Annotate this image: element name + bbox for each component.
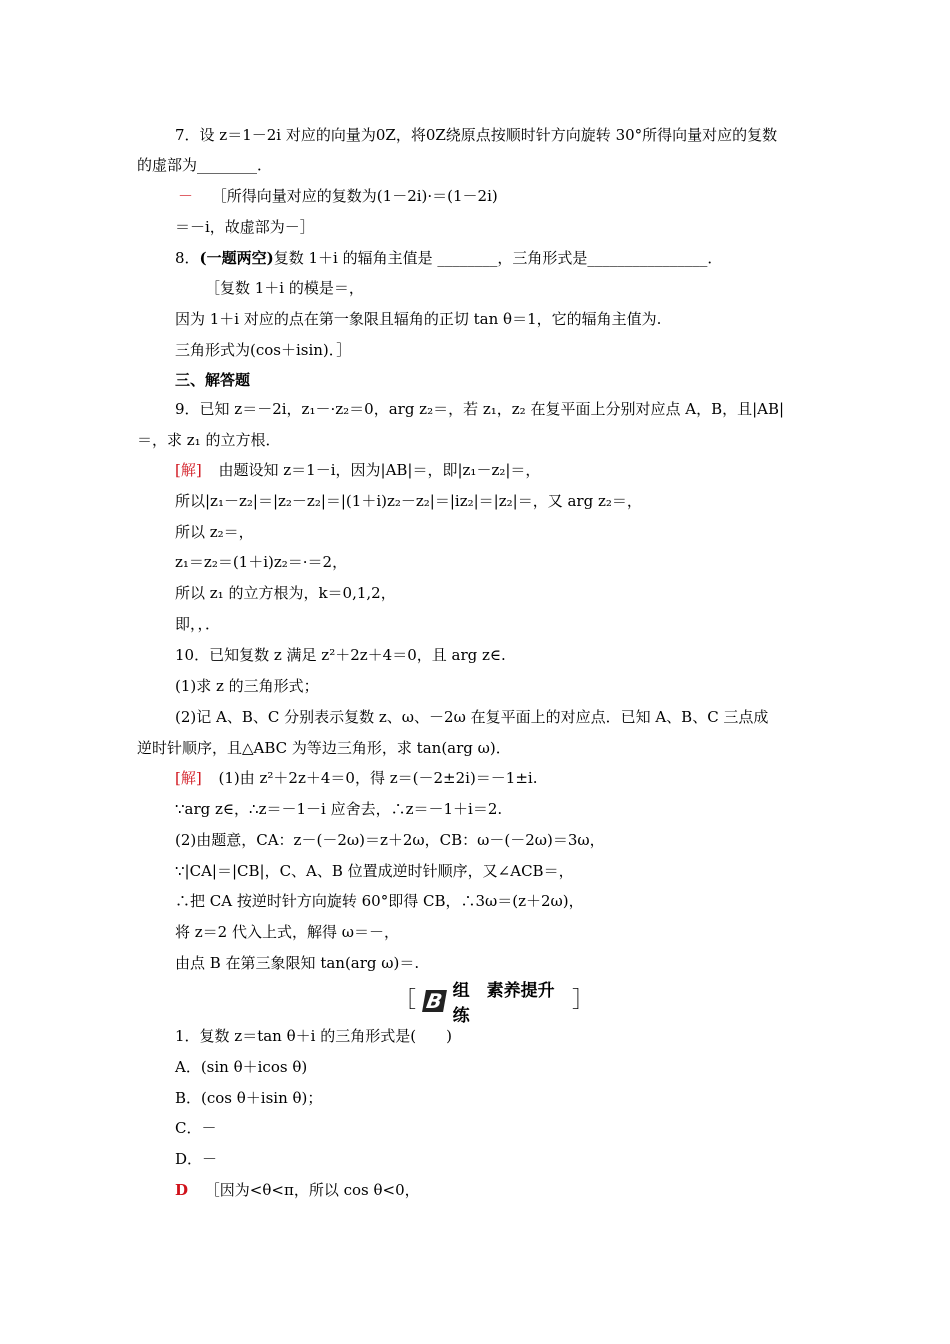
q8-answer-line-2: 因为 1＋i 对应的点在第一象限且辐角的正切 tan θ＝1，它的辐角主值为. xyxy=(175,310,662,328)
q10-solution-line-6: 将 z＝2 代入上式，解得 ω＝－， xyxy=(175,923,399,941)
q10-line-2: (1)求 z 的三角形式； xyxy=(175,677,319,695)
q8-answer-line-1: ［复数 1＋i 的模是＝， xyxy=(205,279,364,297)
q7-answer-line-2: ＝－i，故虚部为－］ xyxy=(175,218,315,236)
q10-solution-line-7: 由点 B 在第三象限知 tan(arg ω)＝. xyxy=(175,954,420,972)
q10-line-4: 逆时针顺序，且△ABC 为等边三角形，求 tan(arg ω)． xyxy=(137,739,511,757)
solution-tag: [解] xyxy=(175,769,202,787)
q9-solution-line-2: 所以|z₁－z₂|＝|z₂－z₂|＝|(1＋i)z₂－z₂|＝|iz₂|＝|z₂|＝，又 arg z₂＝， xyxy=(175,492,642,510)
group-b-letter-icon: B xyxy=(422,990,446,1012)
q9-line-1: 9．已知 z＝－2i，z₁－·z₂＝0，arg z₂＝，若 z₁，z₂ 在复平面上分别对应点 A，B，且|AB| xyxy=(175,400,785,418)
q8-two-blanks-tag: (一题两空) xyxy=(199,249,274,267)
b1-option-b: B．(cos θ＋isin θ)； xyxy=(175,1089,323,1107)
b1-answer-letter: D xyxy=(175,1181,189,1199)
q7-line-1: 7．设 z＝1－2i 对应的向量为0Z，将0Z绕原点按顺时针方向旋转 30°所得向量对应的复数 xyxy=(175,126,778,144)
group-b-title xyxy=(394,981,594,1026)
q9-solution-line-5: 所以 z₁ 的立方根为，k＝0,1,2， xyxy=(175,584,396,602)
section-heading: 三、解答题 xyxy=(175,371,251,389)
q8-text: 复数 1＋i 的辐角主值是 ________，三角形式是________________． xyxy=(273,249,723,267)
b1-answer-line xyxy=(175,1180,420,1200)
q10-solution-text: (1)由 z²＋2z＋4＝0，得 z＝(－2±2i)＝－1±i. xyxy=(218,769,538,787)
q10-solution-line-3: (2)由题意，CA：z－(－2ω)＝z＋2ω，CB：ω－(－2ω)＝3ω， xyxy=(175,831,605,849)
b1-option-d: D．－ xyxy=(175,1150,218,1168)
q8-number: 8． xyxy=(175,249,200,267)
q10-solution-line-5: ∴把 CA 按逆时针方向旋转 60°即得 CB，∴3ω＝(z＋2ω)， xyxy=(175,892,584,910)
q7-line-2: 的虚部为________． xyxy=(137,156,273,174)
q9-solution-line-1 xyxy=(175,460,540,480)
q9-solution-line-4: z₁＝z₂＝(1＋i)z₂＝·＝2， xyxy=(175,553,348,571)
group-title-left-bracket: ［ xyxy=(394,988,417,1013)
q7-answer-line-1 xyxy=(178,186,498,206)
solution-tag: [解] xyxy=(175,461,202,479)
q9-solution-line-6: 即，，． xyxy=(175,615,221,633)
b1-option-c: C．－ xyxy=(175,1119,217,1137)
q10-solution-line-4: ∵|CA|＝|CB|，C、A、B 位置成逆时针顺序，又∠ACB＝， xyxy=(175,862,574,880)
q8-line-1 xyxy=(175,248,722,268)
q10-line-1: 10．已知复数 z 满足 z²＋2z＋4＝0，且 arg z∈. xyxy=(175,646,506,664)
q7-answer-text: ［所得向量对应的复数为(1－2i)·＝(1－2i) xyxy=(211,187,498,205)
q10-line-3: (2)记 A、B、C 分别表示复数 z、ω、－2ω 在复平面上的对应点．已知 A、B、C 三点成 xyxy=(175,708,769,726)
group-b-label: 组 素养提升练 xyxy=(452,981,555,1026)
q10-solution-line-2: ∵arg z∈，∴z＝－1－i 应舍去，∴z＝－1＋i＝2. xyxy=(175,800,503,818)
b1-question: 1．复数 z＝tan θ＋i 的三角形式是( ) xyxy=(175,1027,452,1045)
q9-solution-text: 由题设知 z＝1－i，因为|AB|＝，即|z₁－z₂|＝， xyxy=(218,461,541,479)
q9-line-2: ＝，求 z₁ 的立方根． xyxy=(137,431,281,449)
group-title-right-bracket: ］ xyxy=(571,988,594,1013)
b1-option-a: A．(sin θ＋icos θ) xyxy=(175,1058,308,1076)
q8-answer-line-3: 三角形式为(cos＋isin)．］ xyxy=(175,341,352,359)
b1-answer-text: ［因为<θ<π，所以 cos θ<0， xyxy=(204,1181,420,1199)
q7-answer-mark: － xyxy=(178,187,194,205)
q10-solution-line-1 xyxy=(175,768,537,788)
q9-solution-line-3: 所以 z₂＝， xyxy=(175,523,254,541)
